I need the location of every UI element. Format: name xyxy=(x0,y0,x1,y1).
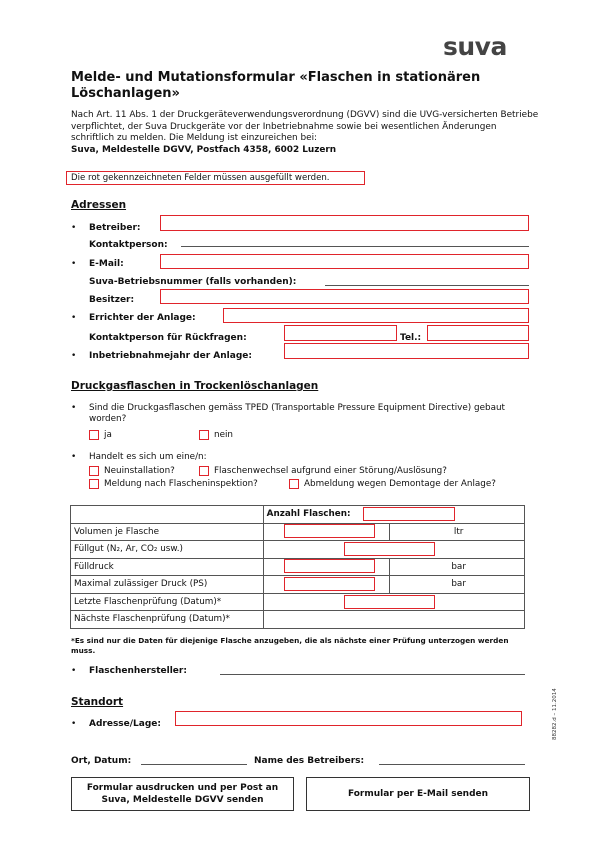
bullet: • xyxy=(71,719,77,729)
email-send-button[interactable] xyxy=(306,777,530,811)
label-errichter: Errichter der Anlage: xyxy=(89,313,196,323)
label-kontaktperson: Kontaktperson: xyxy=(89,240,168,250)
row-label: Letzte Flaschenprüfung (Datum)* xyxy=(71,593,264,611)
row-label: Fülldruck xyxy=(71,558,264,576)
label-abmeldung: Abmeldung wegen Demontage der Anlage? xyxy=(304,479,496,489)
table-footnote: *Es sind nur die Daten für diejenige Flasche anzugeben, die als nächste einer Prüfung unterzogen werden muss. xyxy=(71,636,509,655)
kontaktperson-line[interactable] xyxy=(181,246,529,247)
label-hersteller: Flaschenhersteller: xyxy=(89,666,187,676)
section-heading-adressen: Adressen xyxy=(71,199,127,211)
table-row xyxy=(71,593,525,611)
checkbox-nein[interactable] xyxy=(199,430,209,440)
label-name-betreiber: Name des Betreibers: xyxy=(254,756,365,766)
table-cell xyxy=(71,506,264,524)
form-id: 88282.d – 11.2014 xyxy=(552,688,558,740)
fuellgut-field[interactable] xyxy=(344,542,435,556)
tel-field[interactable] xyxy=(427,325,529,341)
print-and-mail-button[interactable] xyxy=(71,777,294,811)
label-suva-nr: Suva-Betriebsnummer (falls vorhanden): xyxy=(89,277,297,287)
hersteller-line[interactable] xyxy=(220,674,525,675)
name-betreiber-line[interactable] xyxy=(379,764,525,765)
question-tped: Sind die Druckgasflaschen gemäss TPED (Transportable Pressure Equipment Directive) gebaut worden? xyxy=(89,403,505,424)
checkbox-ja[interactable] xyxy=(89,430,99,440)
intro-text xyxy=(71,110,541,156)
row-label: Nächste Flaschenprüfung (Datum)* xyxy=(71,611,264,629)
table-row xyxy=(71,541,525,559)
label-anzahl: Anzahl Flaschen: xyxy=(266,509,351,520)
betreiber-field[interactable] xyxy=(160,215,529,231)
letzte-pruefung-field[interactable] xyxy=(344,595,435,609)
besitzer-field[interactable] xyxy=(160,289,529,304)
label-inspektion: Meldung nach Flascheninspektion? xyxy=(104,479,258,489)
fuelldruck-field[interactable] xyxy=(284,559,375,573)
form-title: Melde- und Mutationsformular «Flaschen in stationären Löschanlagen» xyxy=(71,70,481,101)
section-heading-druckgas: Druckgasflaschen in Trockenlöschanlagen xyxy=(71,380,319,392)
email-button-label: Formular per E-Mail senden xyxy=(347,789,489,799)
label-ja: ja xyxy=(104,430,112,440)
row-unit: ltr xyxy=(390,523,525,541)
table-row xyxy=(71,611,525,629)
label-kontakt-rueckfragen: Kontaktperson für Rückfragen: xyxy=(89,333,247,343)
label-besitzer: Besitzer: xyxy=(89,295,135,305)
checkbox-inspektion[interactable] xyxy=(89,479,99,489)
row-unit: bar xyxy=(390,558,525,576)
label-adresse: Adresse/Lage: xyxy=(89,719,162,729)
row-label: Maximal zulässiger Druck (PS) xyxy=(71,576,264,594)
label-flaschenwechsel: Flaschenwechsel aufgrund einer Störung/Auslösung? xyxy=(214,466,447,476)
suva-logo: suva xyxy=(443,32,507,61)
label-tel: Tel.: xyxy=(400,333,422,343)
checkbox-abmeldung[interactable] xyxy=(289,479,299,489)
table-row-anzahl xyxy=(71,506,525,524)
bullet: • xyxy=(71,403,77,413)
required-notice: Die rot gekennzeichneten Felder müssen ausgefüllt werden. xyxy=(66,171,365,185)
section-heading-standort: Standort xyxy=(71,696,124,708)
row-unit: bar xyxy=(390,576,525,594)
label-email: E-Mail: xyxy=(89,259,124,269)
label-ort-datum: Ort, Datum: xyxy=(71,756,132,766)
table-cell xyxy=(263,611,524,629)
errichter-field[interactable] xyxy=(223,308,529,323)
bullet: • xyxy=(71,666,77,676)
label-neuinstallation: Neuinstallation? xyxy=(104,466,175,476)
label-nein: nein xyxy=(214,430,234,440)
anzahl-field[interactable] xyxy=(363,507,455,521)
bullet: • xyxy=(71,259,77,269)
bullet: • xyxy=(71,351,77,361)
intro-paragraph: Nach Art. 11 Abs. 1 der Druckgeräteverwendungsverordnung (DGVV) sind die UVG-versicherten Betriebe verpflichtet, der Suva Druckgeräte vor der Inbetriebnahme sowie bei wesentlichen Änderungen schriftlich zu melden. Die Meldung ist einzureichen bei: xyxy=(71,110,539,144)
row-label: Füllgut (N₂, Ar, CO₂ usw.) xyxy=(71,541,264,559)
row-label: Volumen je Flasche xyxy=(71,523,264,541)
suva-nr-line[interactable] xyxy=(325,285,529,286)
checkbox-neuinstallation[interactable] xyxy=(89,466,99,476)
email-field[interactable] xyxy=(160,254,529,269)
print-button-label: Formular ausdrucken und per Post an Suva, Meldestelle DGVV senden xyxy=(86,783,279,805)
label-inbetriebnahme: Inbetriebnahmejahr der Anlage: xyxy=(89,351,252,361)
inbetriebnahme-field[interactable] xyxy=(284,343,529,359)
intro-address: Suva, Meldestelle DGVV, Postfach 4358, 6002 Luzern xyxy=(71,144,337,155)
adresse-field[interactable] xyxy=(175,711,522,726)
bullet: • xyxy=(71,313,77,323)
label-betreiber: Betreiber: xyxy=(89,223,141,233)
checkbox-flaschenwechsel[interactable] xyxy=(199,466,209,476)
question-type: Handelt es sich um eine/n: xyxy=(89,452,207,462)
kontakt-rueckfragen-field[interactable] xyxy=(284,325,397,341)
ort-datum-line[interactable] xyxy=(141,764,247,765)
bullet: • xyxy=(71,452,77,462)
ps-field[interactable] xyxy=(284,577,375,591)
volumen-field[interactable] xyxy=(284,524,375,538)
bullet: • xyxy=(71,223,77,233)
